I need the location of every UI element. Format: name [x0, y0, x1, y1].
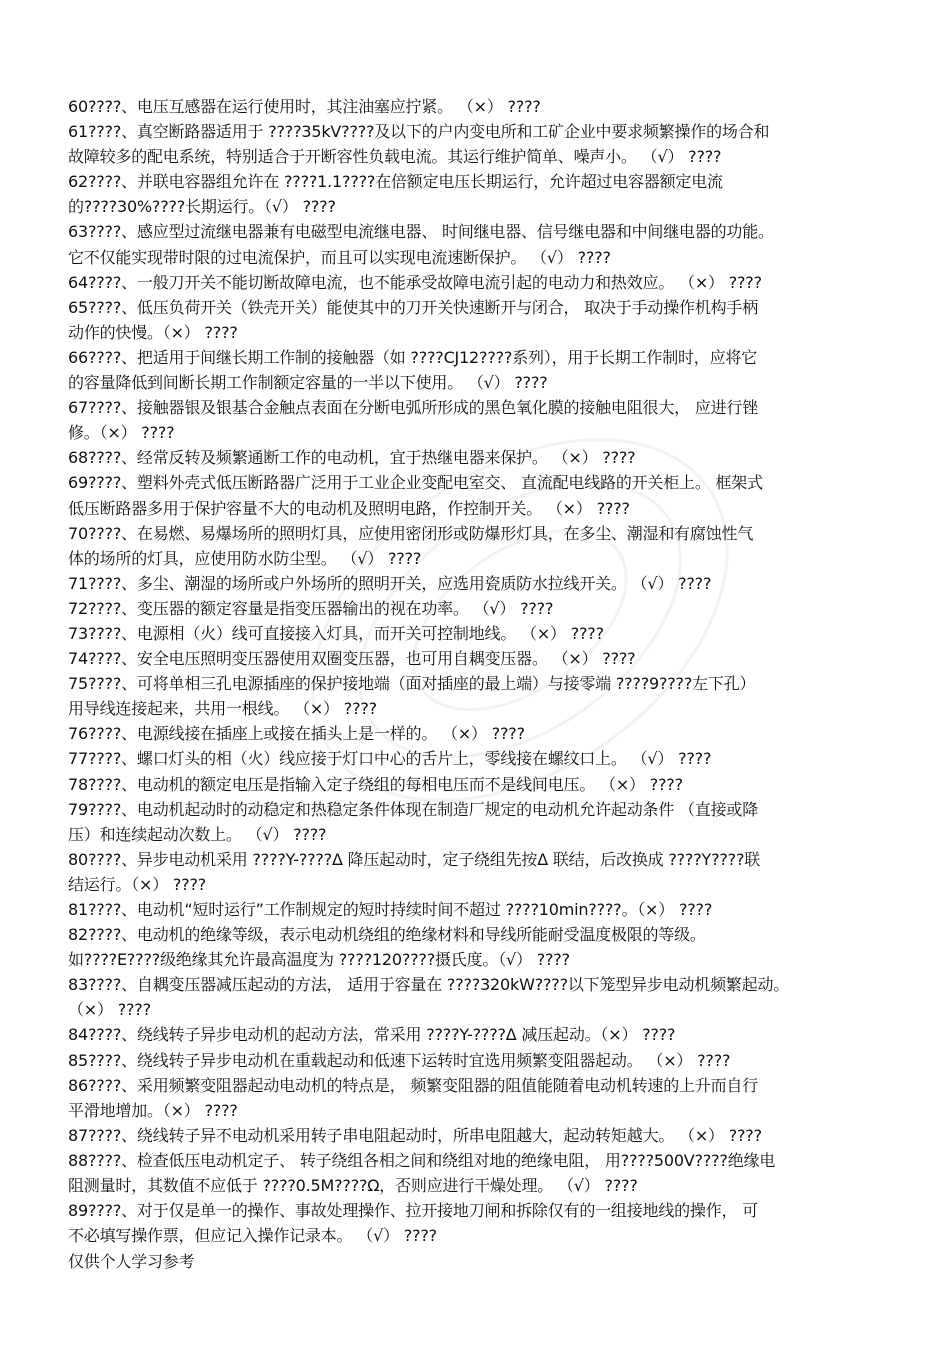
text-line: 85????、绕线转子异步电动机在重载起动和低速下运转时宜选用频繁变阻器起动。 （×） ????: [68, 1050, 731, 1070]
footer-note: 仅供个人学习参考: [68, 1252, 195, 1272]
text-line: 78????、电动机的额定电压是指输入定子绕组的每相电压而不是线间电压。 （×） ????: [68, 774, 683, 794]
text-line: 89????、对于仅是单一的操作、事故处理操作、拉开接地刀闸和拆除仅有的一组接地线的操作， 可: [68, 1201, 759, 1221]
text-line: 低压断路器多用于保护容量不大的电动机及照明电路，作控制开关。 （×） ????: [68, 498, 630, 518]
text-line: 74????、安全电压照明变压器使用双圈变压器，也可用自耦变压器。 （×） ????: [68, 649, 636, 669]
text-line: 用导线连接起来，共用一根线。 （×） ????: [68, 699, 377, 719]
text-line: 压）和连续起动次数上。 （√） ????: [68, 824, 327, 844]
text-line: 79????、电动机起动时的动稳定和热稳定条件体现在制造厂规定的电动机允许起动条件 （直接或降: [68, 799, 759, 819]
text-line: 80????、异步电动机采用 ????Y-????Δ 降压起动时，定子绕组先按Δ 联结，后改换成 ????Y????联: [68, 849, 761, 869]
text-line: 平滑地增加。（×） ????: [68, 1100, 238, 1120]
text-line: 65????、低压负荷开关（铁壳开关）能使其中的刀开关快速断开与闭合， 取决于手动操作机构手柄: [68, 297, 759, 317]
text-line: 82????、电动机的绝缘等级，表示电动机绕组的绝缘材料和导线所能耐受温度极限的等级。: [68, 925, 706, 945]
text-line: 不必填写操作票，但应记入操作记录本。 （√） ????: [68, 1226, 437, 1246]
text-line: 71????、多尘、潮湿的场所或户外场所的照明开关，应选用瓷质防水拉线开关。 （√） ????: [68, 573, 712, 593]
text-line: 动作的快慢。（×） ????: [68, 322, 238, 342]
text-line: 62????、并联电容器组允许在 ????1.1????在倍额定电压长期运行，允许超过电容器额定电流: [68, 172, 723, 192]
text-line: 84????、绕线转子异步电动机的起动方法，常采用 ????Y-????Δ 减压起动。（×） ????: [68, 1025, 676, 1045]
text-line: 67????、接触器银及银基合金触点表面在分断电弧所形成的黑色氧化膜的接触电阻很大， 应进行锉: [68, 398, 759, 418]
text-line: 60????、电压互感器在运行使用时，其注油塞应拧紧。 （×） ????: [68, 97, 541, 116]
text-line: 它不仅能实现带时限的过电流保护，而且可以实现电流速断保护。 （√） ????: [68, 247, 611, 267]
question-list: [68, 94, 883, 1274]
text-line: 阻测量时，其数值不应低于 ????0.5M????Ω，否则应进行干燥处理。 （√） ????: [68, 1176, 638, 1196]
text-line: 68????、经常反转及频繁通断工作的电动机，宜于热继电器来保护。 （×） ????: [68, 448, 636, 468]
text-line: 66????、把适用于间继长期工作制的接触器（如 ????CJ12????系列），用于长期工作制时，应将它: [68, 347, 758, 367]
text-line: 修。（×） ????: [68, 423, 175, 443]
text-line: 64????、一般刀开关不能切断故障电流，也不能承受故障电流引起的电动力和热效应。 （×） ????: [68, 272, 762, 292]
text-line: 的容量降低到间断长期工作制额定容量的一半以下使用。 （√） ????: [68, 373, 548, 393]
text-line: 88????、检查低压电动机定子、 转子绕组各相之间和绕组对地的绝缘电阻， 用????500V????绝缘电: [68, 1150, 776, 1170]
text-line: 63????、感应型过流继电器兼有电磁型电流继电器、 时间继电器、信号继电器和中间继电器的功能。: [68, 222, 774, 242]
text-line: 70????、在易燃、易爆场所的照明灯具，应使用密闭形或防爆形灯具，在多尘、潮湿和有腐蚀性气: [68, 523, 754, 543]
text-line: 69????、塑料外壳式低压断路器广泛用于工业企业变配电室交、 直流配电线路的开关柜上。 框架式: [68, 473, 763, 493]
text-line: 81????、电动机“短时运行”工作制规定的短时持续时间不超过 ????10min????。（×） ????: [68, 900, 713, 919]
text-line: 76????、电源线接在插座上或接在插头上是一样的。 （×） ????: [68, 724, 525, 744]
text-line: 如????E????级绝缘其允许最高温度为 ????120????摄氏度。（√） ????: [68, 950, 570, 970]
text-line: 83????、自耦变压器减压起动的方法， 适用于容量在 ????320kW????以下笼型异步电动机频繁起动。: [68, 975, 790, 995]
text-line: 73????、电源相（火）线可直接接入灯具，而开关可控制地线。 （×） ????: [68, 623, 604, 643]
text-line: 86????、采用频繁变阻器起动电动机的特点是， 频繁变阻器的阻值能随着电动机转速的上升而自行: [68, 1075, 759, 1095]
text-line: 75????、可将单相三孔电源插座的保护接地端（面对插座的最上端）与接零端 ????9????左下孔）: [68, 674, 756, 694]
text-line: 61????、真空断路器适用于 ????35kV????及以下的户内变电所和工矿企业中要求频繁操作的场合和: [68, 122, 770, 142]
text-line: 体的场所的灯具，应使用防水防尘型。 （√） ????: [68, 548, 422, 568]
text-line: 72????、变压器的额定容量是指变压器输出的视在功率。 （√） ????: [68, 598, 554, 618]
text-line: 故障较多的配电系统，特别适合于开断容性负载电流。其运行维护简单、噪声小。 （√） ????: [68, 147, 722, 167]
text-line: 77????、螺口灯头的相（火）线应接于灯口中心的舌片上，零线接在螺纹口上。 （√） ????: [68, 749, 712, 769]
text-line: 87????、绕线转子异不电动机采用转子串电阻起动时，所串电阻越大，起动转矩越大。 （×） ????: [68, 1125, 762, 1145]
text-line: 的????30%????长期运行。（√） ????: [68, 197, 336, 217]
text-line: （×） ????: [68, 1000, 151, 1020]
text-line: 结运行。（×） ????: [68, 874, 207, 894]
